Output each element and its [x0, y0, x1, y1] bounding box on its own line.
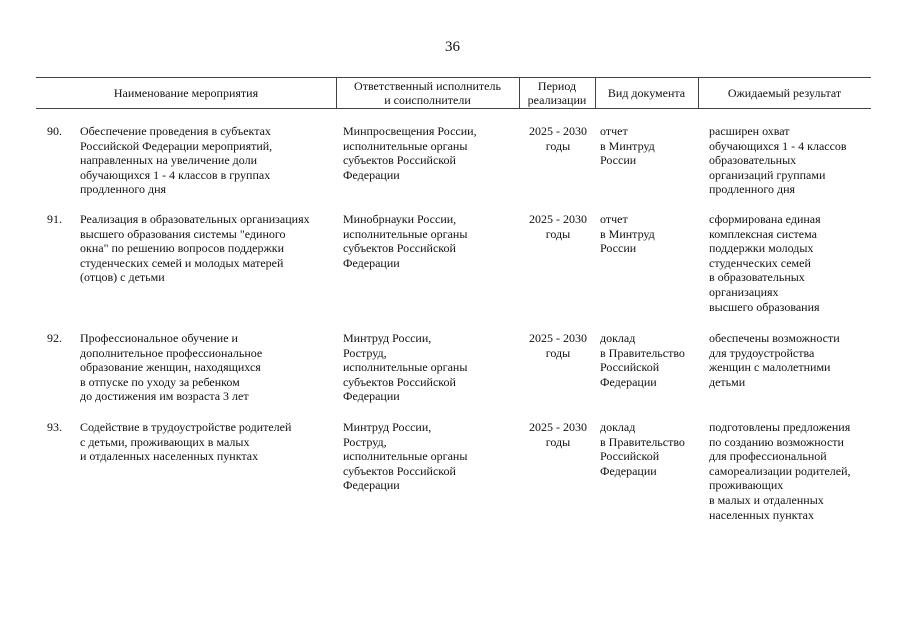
text-line: Реализация в образовательных организациях — [80, 212, 310, 226]
header-doc-type-label: Вид документа — [607, 85, 686, 100]
text-line: Роструд, — [343, 434, 387, 449]
text-line: Содействие в трудоустройстве родителей — [80, 420, 292, 434]
text-line: отчет — [600, 124, 628, 138]
row-number: 90. — [47, 124, 62, 138]
text-line: Минтруд России, — [343, 420, 432, 434]
text-line: по созданию возможности — [709, 434, 844, 449]
header-period-line1: Период — [537, 78, 577, 93]
row-period — [524, 420, 592, 449]
text-line: организаций группами — [709, 167, 826, 182]
row-result — [709, 124, 847, 197]
row-doc-type — [600, 212, 655, 256]
text-line: в образовательных — [709, 270, 805, 285]
text-line: до достижения им возраста 3 лет — [80, 389, 249, 404]
text-line: России — [600, 241, 637, 256]
text-line: 2025 - 2030 — [529, 420, 587, 434]
text-line: студенческих семей — [709, 255, 811, 270]
text-line: проживающих — [709, 478, 784, 493]
text-line: 2025 - 2030 — [529, 212, 587, 226]
text-line: годы — [545, 226, 571, 241]
text-line: с детьми, проживающих в малых — [80, 434, 250, 449]
text-line: обучающихся 1 - 4 классов — [709, 138, 847, 153]
text-line: организациях — [709, 284, 779, 299]
row-doc-type — [600, 420, 685, 478]
text-line: студенческих семей и молодых матерей — [80, 255, 284, 270]
text-line: исполнительные органы — [343, 360, 468, 375]
text-line: и отдаленных населенных пунктах — [80, 449, 259, 464]
text-line: Федерации — [600, 374, 657, 389]
text-line: годы — [545, 434, 571, 449]
text-line: Федерации — [343, 389, 400, 404]
row-name — [80, 331, 262, 404]
row-number: 92. — [47, 331, 62, 345]
header-executor-line1: Ответственный исполнитель — [354, 78, 501, 93]
text-line: направленных на увеличение доли — [80, 153, 258, 168]
text-line: женщин с малолетними — [709, 360, 831, 375]
row-number: 93. — [47, 420, 62, 434]
text-line: образование женщин, находящихся — [80, 360, 261, 375]
row-doc-type — [600, 124, 655, 168]
text-line: Роструд, — [343, 345, 387, 360]
text-line: детьми — [709, 374, 746, 389]
text-line: поддержки молодых — [709, 241, 814, 256]
text-line: субъектов Российской — [343, 241, 456, 256]
row-period — [524, 124, 592, 153]
text-line: подготовлены предложения — [709, 420, 851, 434]
text-line: образовательных — [709, 153, 797, 168]
text-line: России — [600, 153, 637, 168]
row-number: 91. — [47, 212, 62, 226]
text-line: доклад — [600, 420, 636, 434]
text-line: Минпросвещения России, — [343, 124, 477, 138]
text-line: населенных пунктах — [709, 507, 814, 522]
text-line: окна" по решению вопросов поддержки — [80, 241, 285, 256]
page-number: 36 — [445, 39, 460, 55]
row-executor — [343, 124, 477, 182]
text-line: 2025 - 2030 — [529, 124, 587, 138]
text-line: в Правительство — [600, 434, 685, 449]
text-line: 2025 - 2030 — [529, 331, 587, 345]
text-line: комплексная система — [709, 226, 817, 241]
text-line: Минтруд России, — [343, 331, 432, 345]
text-line: субъектов Российской — [343, 374, 456, 389]
row-executor — [343, 331, 467, 404]
text-line: самореализации родителей, — [709, 463, 851, 478]
text-line: Профессиональное обучение и — [80, 331, 238, 345]
text-line: Российской — [600, 449, 660, 464]
row-result — [709, 212, 821, 314]
text-line: высшего образования — [709, 299, 820, 314]
text-line: в малых и отдаленных — [709, 492, 824, 507]
text-line: Федерации — [343, 255, 400, 270]
row-name — [80, 212, 310, 285]
header-name — [36, 77, 336, 108]
text-line: сформирована единая — [709, 212, 821, 226]
text-line: Российской Федерации мероприятий, — [80, 138, 273, 153]
text-line: Обеспечение проведения в субъектах — [80, 124, 271, 138]
text-line: расширен охват — [709, 124, 790, 138]
text-line: исполнительные органы — [343, 226, 468, 241]
text-line: для профессиональной — [709, 449, 827, 464]
row-period — [524, 212, 592, 241]
text-line: обучающихся 1 - 4 классов в группах — [80, 167, 271, 182]
text-line: субъектов Российской — [343, 153, 456, 168]
text-line: Федерации — [343, 478, 400, 493]
header-executor — [336, 77, 519, 108]
row-result — [709, 420, 851, 522]
text-line: Федерации — [343, 167, 400, 182]
text-line: в Правительство — [600, 345, 685, 360]
text-line: дополнительное профессиональное — [80, 345, 263, 360]
text-line: годы — [545, 138, 571, 153]
header-executor-line2: и соисполнители — [384, 92, 471, 107]
row-executor — [343, 420, 467, 493]
text-line: Российской — [600, 360, 660, 375]
row-result — [709, 331, 840, 389]
header-result — [698, 77, 871, 108]
text-line: обеспечены возможности — [709, 331, 840, 345]
row-name — [80, 124, 272, 197]
header-period — [519, 77, 595, 108]
text-line: продленного дня — [709, 182, 796, 197]
text-line: в Минтруд — [600, 226, 655, 241]
row-executor — [343, 212, 467, 270]
text-line: доклад — [600, 331, 636, 345]
text-line: исполнительные органы — [343, 138, 468, 153]
header-result-label: Ожидаемый результат — [727, 85, 842, 100]
text-line: в отпуске по уходу за ребенком — [80, 374, 240, 389]
text-line: Минобрнауки России, — [343, 212, 457, 226]
row-doc-type — [600, 331, 685, 389]
header-doc-type — [595, 77, 698, 108]
text-line: продленного дня — [80, 182, 167, 197]
text-line: отчет — [600, 212, 628, 226]
text-line: высшего образования системы "единого — [80, 226, 286, 241]
text-line: субъектов Российской — [343, 463, 456, 478]
row-period — [524, 331, 592, 360]
text-line: исполнительные органы — [343, 449, 468, 464]
text-line: Федерации — [600, 463, 657, 478]
text-line: годы — [545, 345, 571, 360]
text-line: в Минтруд — [600, 138, 655, 153]
header-bottom-rule — [36, 108, 871, 109]
row-name — [80, 420, 291, 464]
text-line: (отцов) с детьми — [80, 270, 165, 285]
text-line: для трудоустройства — [709, 345, 815, 360]
header-period-line2: реализации — [527, 92, 587, 107]
header-name-label: Наименование мероприятия — [113, 85, 259, 100]
